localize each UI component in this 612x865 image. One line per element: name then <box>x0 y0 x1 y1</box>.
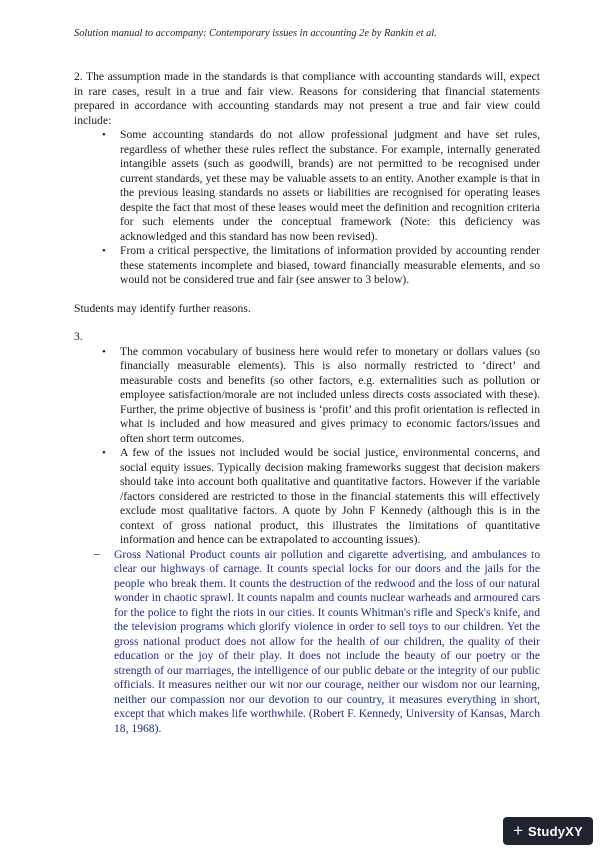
running-header: Solution manual to accompany: Contemporary issues in accounting 2e by Rankin et al. <box>74 28 437 39</box>
kennedy-quote: – Gross National Product counts air pollution and cigarette advertising, and ambulances to clear our highways of carnage. It counts special locks for our doors and the jails for the people who break them. It counts the destruction of the redwood and the loss of our natural wonder in chaotic sprawl. It counts napalm and counts nuclear warheads and armoured cars for the police to fight the riots in our cities. It counts Whitman's rifle and Speck's knife, and the television programs which glorify violence in order to sell toys to our children. Yet the gross national product does not allow for the health of our children, the quality of their education or the joy of their play. It does not include the beauty of our poetry or the strength of our marriages, the intelligence of our public debate or the integrity of our public officials. It measures neither our wit nor our courage, neither our wisdom nor our learning, neither our compassion nor our devotion to our country, it measures everything in short, except that which makes life worthwhile. (Robert F. Kennedy, University of Kansas, March 18, 1968). <box>114 548 540 737</box>
question-2-bullet-1: • Some accounting standards do not allow professional judgment and have set rules, regardless of whether these rules reflect the substance. For example, internally generated intangible assets (such as goodwill, brands) are not permitted to be recognised under current standards, yet these may be valuable assets to an entity. Another example is that in the previous leasing standards no assets or liabilities are recognised for operating leases despite the fact that most of these leases would meet the definition and recognition criteria for such elements under the conceptual framework (Note: this deficiency was acknowledged and this standard has now been revised). <box>120 128 540 244</box>
plus-icon: + <box>513 820 524 840</box>
question-2-bullet-list <box>74 128 540 288</box>
question-2-note: Students may identify further reasons. <box>74 301 251 315</box>
logo-text: StudyXY <box>528 823 583 839</box>
question-2-bullet-2: • From a critical perspective, the limitations of information provided by accounting render these statements incomplete and biased, toward financially measurable elements, and so would not be considered true and fair (see answer to 3 below). <box>120 244 540 288</box>
document-body <box>74 70 540 736</box>
question-3-number: 3. <box>74 330 83 343</box>
question-3-bullet-list <box>74 345 540 548</box>
question-3-bullet-1: • The common vocabulary of business here would refer to monetary or dollars values (so financially measurable elements). This is also normally restricted to ‘direct’ and measurable costs and benefits (so other factors, e.g. externalities such as pollution or employee satisfaction/morale are not included unless directs costs associated with these). Further, the prime objective of business is ‘profit’ and this profit orientation is reflected in what is included and how measured and gives primacy to economic factors/issues and often short term outcomes. <box>120 345 540 447</box>
studyxy-logo[interactable] <box>503 817 593 845</box>
question-2-intro: 2. The assumption made in the standards is that compliance with accounting standards will, expect in rare cases, result in a true and fair view. Reasons for considering that financial statements prepared in accordance with accounting standards may not present a true and fair view could include: <box>74 70 540 127</box>
kennedy-quote-list <box>74 548 540 737</box>
question-3-bullet-2: • A few of the issues not included would be social justice, environmental concerns, and social equity issues. Typically decision making frameworks suggest that decision makers should take into account both qualitative and quantitative factors. However if the variable /factors considered are restricted to those in the financial statements this will effectively exclude most qualitative factors. A quote by John F Kennedy (although this is in the context of gross national product, this illustrates the limitations of quantitative information and hence can be extrapolated to accounting issues). <box>120 446 540 548</box>
